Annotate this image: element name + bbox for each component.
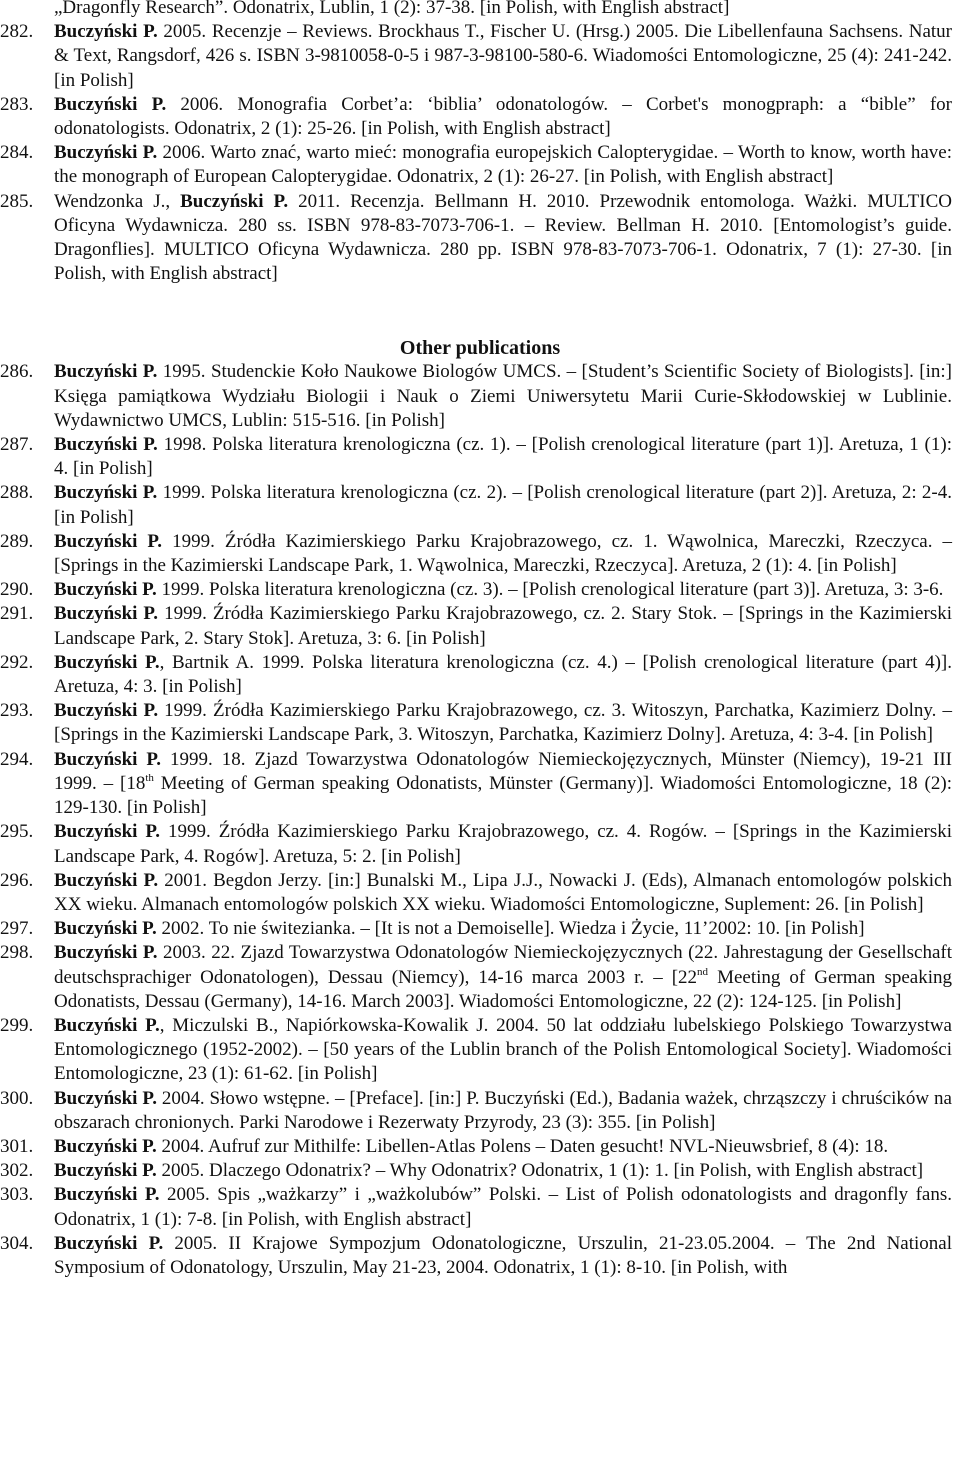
author-name: Buczyński P.	[54, 603, 159, 625]
entry-body: 1999. Źródła Kazimierskiego Parku Krajobrazowego, cz. 4. Rogów. – [Springs in the Kazimierski Landscape Park, 4. Rogów]. Aretuza, 5: 2. [in Polish]	[54, 821, 952, 867]
section-heading: Other publications	[399, 337, 561, 360]
entry-number: 296.	[0, 869, 34, 891]
entry-number: 293.	[0, 700, 34, 722]
reference-entry	[0, 699, 960, 747]
entry-body: , Bartnik A. 1999. Polska literatura krenologiczna (cz. 4.) – [Polish crenological literature (part 4)]. Aretuza, 4: 3. [in Polish]	[54, 651, 953, 698]
entry-body: 2005. Recenzje – Reviews. Brockhaus T., Fischer U. (Hrsg.) 2005. Die Libellenfauna Sachsens. Natur & Text, Rangsdorf, 426 s. ISBN 3-9810058-0-5 i 987-3-98100-580-6. Wiadomości Entomologiczne, 25 (4): 241-242. [in Polish]	[54, 21, 953, 91]
author-name: Buczyński P.	[54, 579, 157, 601]
entry-body: 2005. II Krajowe Sympozjum Odonatologiczne, Urszulin, 21-23.05.2004. – The 2nd National Symposium of Odonatology, Urszulin, May 21-23, 2004. Odonatrix, 1 (1): 8-10. [in Polish, with	[54, 1232, 953, 1278]
entry-body: 1999. Źródła Kazimierskiego Parku Krajobrazowego, cz. 2. Stary Stok. – [Springs in the Kazimierski Landscape Park, 2. Stary Stok]. Aretuza, 3: 6. [in Polish]	[54, 603, 952, 649]
entry-text	[54, 433, 952, 481]
reference-entry	[0, 1232, 960, 1280]
reference-entry	[0, 578, 960, 602]
reference-entry	[0, 1014, 960, 1087]
superscript-ordinal: th	[145, 771, 154, 784]
reference-entry	[0, 433, 960, 481]
author-name: Buczyński P.	[54, 1087, 157, 1109]
author-name: Buczyński P.	[54, 869, 159, 891]
entry-text	[54, 530, 952, 578]
entry-body: 1998. Polska literatura krenologiczna (cz. 1). – [Polish crenological literature (part 1)]. Aretuza, 1 (1): 4. [in Polish]	[54, 434, 952, 480]
entry-body: , Miczulski B., Napiórkowska-Kowalik J. 2004. 50 lat oddziału lubelskiego Polskiego Towarzystwa Entomologicznego (1952-2002). – [50 years of the Lublin branch of the Polish Entomological Society]. Wiadomości Entomologiczne, 23 (1): 61-62. [in Polish]	[54, 1014, 952, 1085]
entry-body: 2002. To nie świtezianka. – [It is not a Demoiselle]. Wiedza i Życie, 11’2002: 10. [in Polish]	[156, 918, 865, 940]
entry-body: 2004. Słowo wstępne. – [Preface]. [in:] P. Buczyński (Ed.), Badania ważek, chrząszczy i chruścików na obszarach chronionych. Parki Narodowe i Rezerwaty Przyrody, 23 (3): 355. [in Polish]	[54, 1087, 952, 1133]
entry-number: 284.	[0, 142, 34, 164]
reference-entry	[0, 93, 960, 141]
author-name: Buczyński P.	[54, 651, 160, 673]
entry-text	[54, 360, 952, 433]
entry-number: 299.	[0, 1014, 34, 1036]
entry-text	[54, 1135, 952, 1159]
entry-number: 300.	[0, 1087, 34, 1109]
entry-number: 286.	[0, 361, 34, 383]
entry-number: 289.	[0, 530, 34, 552]
entry-text	[54, 1183, 952, 1231]
reference-entry	[0, 869, 960, 917]
author-name: Buczyński P.	[54, 821, 160, 843]
author-name: Buczyński P.	[54, 1135, 157, 1157]
entry-body: 1999. Polska literatura krenologiczna (cz. 2). – [Polish crenological literature (part 2)]. Aretuza, 2: 2-4. [in Polish]	[54, 482, 952, 528]
reference-entry	[0, 1135, 960, 1159]
author-name: Buczyński P.	[54, 1160, 157, 1182]
entry-body: 2004. Aufruf zur Mithilfe: Libellen-Atlas Polens – Daten gesucht! NVL-Nieuwsbrief, 8 (4): 18.	[156, 1135, 889, 1157]
entry-body: 2003. 22. Zjazd Towarzystwa Odonatologów Niemieckojęzycznych (22. Jahrestagung der Gesellschaft deutschsprachiger Odonatologen), Dessau (Niemcy), 14-16 marca 2003 r. – [22	[54, 942, 952, 988]
author-name: Buczyński P.	[54, 1232, 164, 1254]
entry-text	[54, 869, 952, 917]
entry-body: 1999. 18. Zjazd Towarzystwa Odonatologów Niemieckojęzycznych, Münster (Niemcy), 19-21 III 1999. – [18	[54, 748, 952, 794]
entry-number: 282.	[0, 21, 34, 43]
entry-body: 1999. Źródła Kazimierskiego Parku Krajobrazowego, cz. 3. Witoszyn, Parchatka, Kazimierz Dolny. – [Springs in the Kazimierski Landscape Park, 3. Witoszyn, Parchatka, Kazimierz Dolny]. Aretuza, 4: 3-4. [in Polish]	[54, 700, 952, 746]
reference-entry	[0, 190, 960, 287]
entry-number: 294.	[0, 748, 34, 770]
continuation-line: „Dragonfly Research”. Odonatrix, Lublin, 1 (2): 37-38. [in Polish, with English abstract]	[54, 0, 730, 18]
entry-number: 285.	[0, 190, 34, 212]
entry-text	[54, 190, 952, 287]
entry-number: 297.	[0, 918, 34, 940]
entry-text	[54, 1159, 952, 1183]
entry-text	[54, 651, 952, 699]
entry-body: 1995. Studenckie Koło Naukowe Biologów UMCS. – [Student’s Scientific Society of Biologists]. [in:] Księga pamiątkowa Wydziału Biologii i Nauk o Ziemi Uniwersytetu Marii Curie-Skłodowskiej w Lublinie. Wydawnictwo UMCS, Lublin: 515-516. [in Polish]	[54, 361, 953, 431]
author-name: Buczyński P.	[54, 748, 162, 770]
reference-entry	[0, 481, 960, 529]
author-name: Buczyński P.	[54, 1014, 160, 1036]
entry-text	[54, 481, 952, 529]
reference-entry	[0, 360, 960, 433]
author-name: Buczyński P.	[180, 190, 289, 212]
entry-text	[54, 602, 952, 650]
reference-entry	[0, 820, 960, 868]
entry-body: Meeting of German speaking Odonatists, Münster (Germany)]. Wiadomości Entomologiczne, 18 (2): 129-130. [in Polish]	[54, 772, 952, 819]
entry-number: 283.	[0, 93, 34, 115]
entry-body: 2005. Dlaczego Odonatrix? – Why Odonatrix? Odonatrix, 1 (1): 1. [in Polish, with English abstract]	[156, 1160, 924, 1182]
author-name: Buczyński P.	[54, 434, 158, 456]
entry-number: 290.	[0, 579, 34, 601]
entry-text	[54, 699, 952, 747]
reference-entry	[0, 941, 960, 1014]
entry-text	[54, 1232, 952, 1280]
entry-text	[54, 917, 952, 941]
author-name: Buczyński P.	[54, 21, 158, 43]
entry-body: 2005. Spis „ważkarzy” i „ważkolubów” Polski. – List of Polish odonatologists and dragonfly fans. Odonatrix, 1 (1): 7-8. [in Polish, with English abstract]	[54, 1184, 952, 1230]
entry-number: 287.	[0, 434, 34, 456]
entry-body: 1999. Źródła Kazimierskiego Parku Krajobrazowego, cz. 1. Wąwolnica, Mareczki, Rzeczyca. – [Springs in the Kazimierski Landscape Park, 1. Wąwolnica, Mareczki, Rzeczyca]. Aretuza, 2 (1): 4. [in Polish]	[54, 530, 952, 577]
author-name: Buczyński P.	[54, 482, 158, 504]
author-name: Buczyński P.	[54, 942, 158, 964]
entry-number: 295.	[0, 821, 34, 843]
entry-body: Meeting of German speaking Odonatists, Dessau (Germany), 14-16. March 2003]. Wiadomości Entomologiczne, 22 (2): 124-125. [in Polish]	[54, 966, 952, 1012]
entry-number: 288.	[0, 482, 34, 504]
author-name: Buczyński P.	[54, 142, 158, 164]
reference-entry	[0, 20, 960, 93]
entry-body: 2006. Warto znać, warto mieć: monografia europejskich Calopterygidae. – Worth to know, worth have: the monograph of European Calopterygidae. Odonatrix, 2 (1): 26-27. [in Polish, with English abstract]	[54, 142, 952, 188]
entry-number: 301.	[0, 1135, 34, 1157]
entry-body: 2001. Begdon Jerzy. [in:] Bunalski M., Lipa J.J., Nowacki J. (Eds), Almanach entomologów polskich XX wieku. Almanach entomologów polskich XX wieku. Wiadomości Entomologiczne, Suplement: 26. [in Polish]	[54, 869, 952, 915]
reference-entry	[0, 1087, 960, 1135]
coauthor-text: Wendzonka J.,	[54, 190, 181, 212]
author-name: Buczyński P.	[54, 700, 159, 722]
entry-number: 304.	[0, 1232, 34, 1254]
other-publications-list	[0, 360, 960, 1280]
entry-text	[54, 820, 952, 868]
entry-text	[54, 941, 952, 1014]
entry-text	[54, 141, 952, 189]
entry-body: 2011. Recenzja. Bellmann H. 2010. Przewodnik entomologa. Ważki. MULTICO Oficyna Wydawnicza. 280 ss. ISBN 978-83-7073-706-1. – Review. Bellman H. 2010. [Entomologist’s guide. Dragonflies]. MULTICO Oficyna Wydawnicza. 280 pp. ISBN 978-83-7073-706-1. Odonatrix, 7 (1): 27-30. [in Polish, with English abstract]	[54, 190, 952, 285]
superscript-ordinal: nd	[697, 965, 709, 978]
entry-number: 292.	[0, 651, 34, 673]
entry-text	[54, 1087, 952, 1135]
reference-entry	[0, 1183, 960, 1231]
entry-text	[54, 93, 952, 141]
author-name: Buczyński P.	[54, 1184, 160, 1206]
entry-text	[54, 748, 952, 821]
reference-entry	[0, 651, 960, 699]
reference-entry	[0, 141, 960, 189]
reference-entry	[0, 530, 960, 578]
reference-entry	[0, 748, 960, 821]
author-name: Buczyński P.	[54, 361, 158, 383]
entry-number: 302.	[0, 1160, 34, 1182]
author-name: Buczyński P.	[54, 93, 167, 115]
entry-number: 291.	[0, 603, 34, 625]
reviews-list	[0, 20, 960, 286]
reference-entry	[0, 1159, 960, 1183]
reference-entry	[0, 602, 960, 650]
author-name: Buczyński P.	[54, 530, 163, 552]
author-name: Buczyński P.	[54, 918, 157, 940]
entry-text	[54, 1014, 952, 1087]
entry-text	[54, 20, 952, 93]
entry-number: 298.	[0, 942, 34, 964]
reference-entry	[0, 917, 960, 941]
entry-body: 1999. Polska literatura krenologiczna (cz. 3). – [Polish crenological literature (part 3)]. Aretuza, 3: 3-6.	[156, 579, 944, 601]
entry-number: 303.	[0, 1184, 34, 1206]
entry-text	[54, 578, 952, 602]
entry-body: 2006. Monografia Corbet’a: ‘biblia’ odonatologów. – Corbet's monogpraph: a “bible” for odonatologists. Odonatrix, 2 (1): 25-26. [in Polish, with English abstract]	[54, 93, 952, 140]
